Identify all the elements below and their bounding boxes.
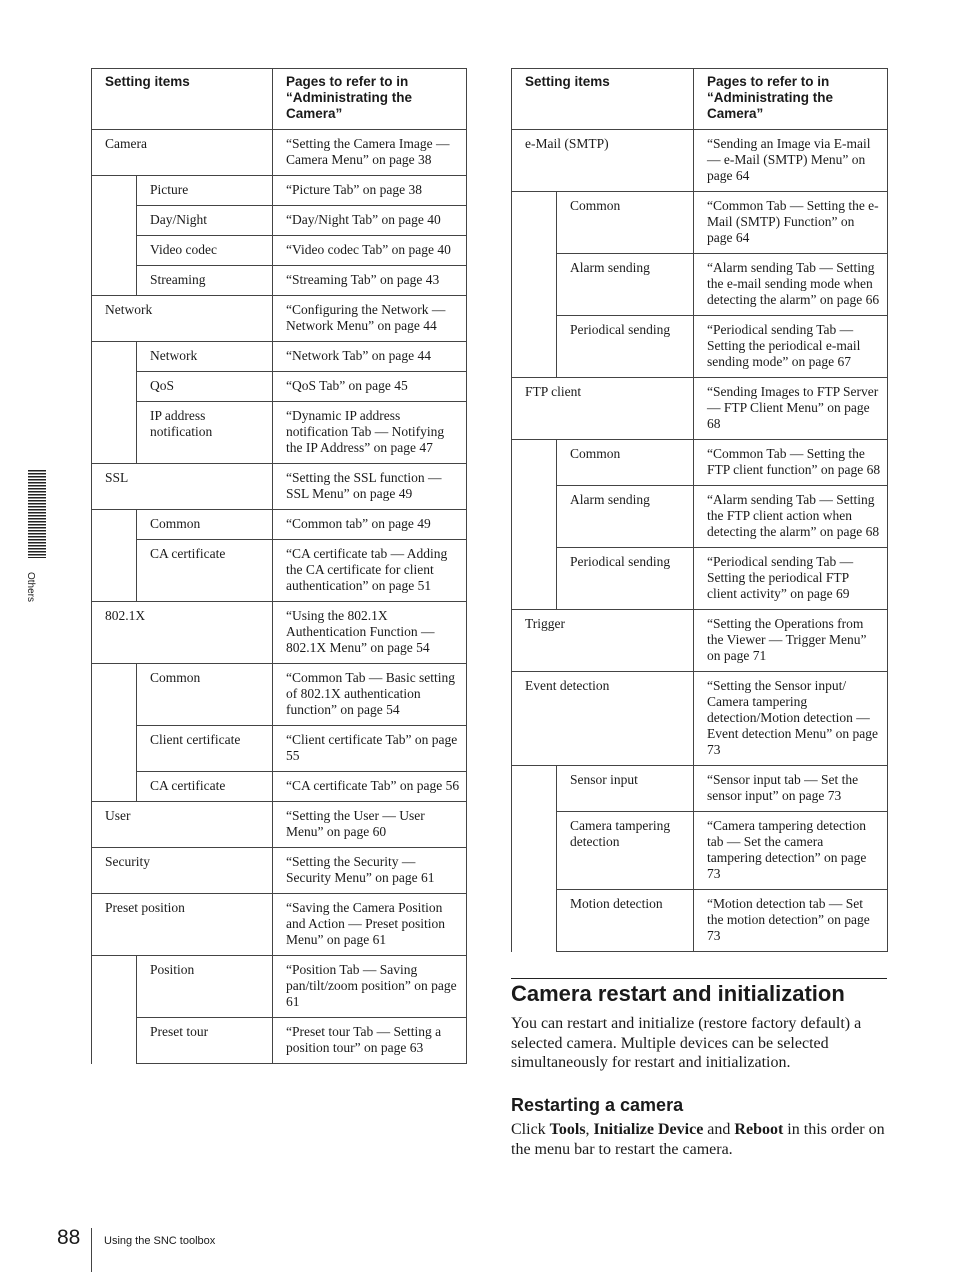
indent-cell: [92, 236, 137, 266]
indent-cell: [92, 726, 137, 772]
indent-cell: [92, 510, 137, 540]
header-setting-items: Setting items: [512, 69, 694, 130]
table-row: [92, 894, 467, 956]
setting-item-cell: User: [92, 802, 273, 848]
indent-cell: [512, 254, 557, 316]
page-reference-cell: “Alarm sending Tab — Setting the FTP client action when detecting the alarm” on page 68: [694, 486, 888, 548]
table-row: [512, 440, 888, 486]
table-row: [92, 342, 467, 372]
table-row: [512, 610, 888, 672]
page-reference-cell: “Periodical sending Tab — Setting the periodical e-mail sending mode” on page 67: [694, 316, 888, 378]
indent-cell: [92, 956, 137, 1018]
table-row: [512, 486, 888, 548]
page-reference-cell: “Day/Night Tab” on page 40: [273, 206, 467, 236]
section-body: You can restart and initialize (restore factory default) a selected camera. Multiple devices can be selected simultaneously for restart and initialization.: [511, 1015, 862, 1071]
page-reference-cell: “Streaming Tab” on page 43: [273, 266, 467, 296]
sub-item-cell: Common: [137, 510, 273, 540]
indent-cell: [92, 206, 137, 236]
sub-item-cell: QoS: [137, 372, 273, 402]
page-reference-cell: “Setting the Sensor input/ Camera tampering detection/Motion detection — Event detection Menu” on page 73: [694, 672, 888, 766]
page-reference-cell: “Common Tab — Setting the FTP client function” on page 68: [694, 440, 888, 486]
sub-item-cell: Common: [557, 440, 694, 486]
indent-cell: [92, 772, 137, 802]
footer-rule: [91, 1228, 92, 1272]
page-reference-cell: “Dynamic IP address notification Tab — Notifying the IP Address” on page 47: [273, 402, 467, 464]
table-row: [512, 812, 888, 890]
page-reference-cell: “Sending Images to FTP Server — FTP Client Menu” on page 68: [694, 378, 888, 440]
table-row: [92, 540, 467, 602]
page-reference-cell: “Camera tampering detection tab — Set the camera tampering detection” on page 73: [694, 812, 888, 890]
setting-item-cell: FTP client: [512, 378, 694, 440]
sub-item-cell: Network: [137, 342, 273, 372]
indent-cell: [512, 486, 557, 548]
sub-item-cell: Client certificate: [137, 726, 273, 772]
indent-cell: [512, 316, 557, 378]
page-reference-cell: “Common Tab — Basic setting of 802.1X authentication function” on page 54: [273, 664, 467, 726]
header-pages: Pages to refer to in “Administrating the Camera”: [273, 69, 467, 130]
table-row: [92, 402, 467, 464]
page-reference-cell: “Common Tab — Setting the e-Mail (SMTP) Function” on page 64: [694, 192, 888, 254]
page-reference-cell: “Picture Tab” on page 38: [273, 176, 467, 206]
indent-cell: [92, 664, 137, 726]
table-row: [512, 316, 888, 378]
table-row: [92, 296, 467, 342]
menu-tools: Tools: [549, 1121, 586, 1138]
body-text: in this order on the menu bar to restart the camera.: [511, 1121, 885, 1158]
table-row: [92, 848, 467, 894]
table-row: [92, 464, 467, 510]
table-row: [92, 236, 467, 266]
indent-cell: [92, 540, 137, 602]
indent-cell: [512, 890, 557, 952]
page-reference-cell: “Video codec Tab” on page 40: [273, 236, 467, 266]
header-setting-items: Setting items: [92, 69, 273, 130]
sub-item-cell: Position: [137, 956, 273, 1018]
page-reference-cell: “QoS Tab” on page 45: [273, 372, 467, 402]
side-tab-label: Others: [25, 572, 36, 603]
side-tab-bars: [28, 470, 46, 558]
sub-item-cell: CA certificate: [137, 772, 273, 802]
table-row: [92, 802, 467, 848]
body-text: and: [703, 1121, 735, 1138]
sub-item-cell: Preset tour: [137, 1018, 273, 1064]
setting-item-cell: Camera: [92, 130, 273, 176]
table-row: [512, 378, 888, 440]
settings-reference-table-left: [91, 68, 467, 1064]
page-reference-cell: “Position Tab — Saving pan/tilt/zoom position” on page 61: [273, 956, 467, 1018]
setting-item-cell: Event detection: [512, 672, 694, 766]
page-number: 88: [57, 1226, 81, 1249]
section-rule: [511, 978, 887, 979]
table-row: [512, 766, 888, 812]
indent-cell: [92, 1018, 137, 1064]
sub-item-cell: Sensor input: [557, 766, 694, 812]
table-row: [92, 206, 467, 236]
sub-item-cell: Common: [557, 192, 694, 254]
setting-item-cell: SSL: [92, 464, 273, 510]
table-header-row: [92, 69, 467, 130]
page-reference-cell: “Client certificate Tab” on page 55: [273, 726, 467, 772]
page-reference-cell: “CA certificate tab — Adding the CA certificate for client authentication” on page 51: [273, 540, 467, 602]
indent-cell: [92, 176, 137, 206]
table-row: [512, 672, 888, 766]
sub-item-cell: Common: [137, 664, 273, 726]
page-reference-cell: “Periodical sending Tab — Setting the periodical FTP client activity” on page 69: [694, 548, 888, 610]
sub-item-cell: Motion detection: [557, 890, 694, 952]
sub-item-cell: Periodical sending: [557, 548, 694, 610]
sub-item-cell: IP address notification: [137, 402, 273, 464]
indent-cell: [512, 812, 557, 890]
sub-item-cell: Periodical sending: [557, 316, 694, 378]
setting-item-cell: e-Mail (SMTP): [512, 130, 694, 192]
indent-cell: [512, 548, 557, 610]
sub-item-cell: Picture: [137, 176, 273, 206]
table-row: [512, 130, 888, 192]
indent-cell: [512, 440, 557, 486]
body-text: Click: [511, 1121, 550, 1138]
setting-item-cell: Security: [92, 848, 273, 894]
table-row: [92, 176, 467, 206]
subsection-body: [511, 1120, 891, 1159]
page-reference-cell: “Setting the Security — Security Menu” on page 61: [273, 848, 467, 894]
table-row: [92, 1018, 467, 1064]
sub-item-cell: Day/Night: [137, 206, 273, 236]
table-row: [92, 956, 467, 1018]
sub-item-cell: Alarm sending: [557, 254, 694, 316]
page-reference-cell: “Sending an Image via E-mail — e-Mail (SMTP) Menu” on page 64: [694, 130, 888, 192]
menu-reboot: Reboot: [734, 1121, 784, 1138]
indent-cell: [92, 266, 137, 296]
menu-initialize-device: Initialize Device: [593, 1121, 704, 1138]
sub-item-cell: Video codec: [137, 236, 273, 266]
setting-item-cell: 802.1X: [92, 602, 273, 664]
table-row: [512, 192, 888, 254]
page-reference-cell: “Preset tour Tab — Setting a position tour” on page 63: [273, 1018, 467, 1064]
settings-reference-table-right: [511, 68, 888, 952]
indent-cell: [512, 192, 557, 254]
table-row: [92, 664, 467, 726]
table-row: [512, 254, 888, 316]
sub-item-cell: CA certificate: [137, 540, 273, 602]
setting-item-cell: Preset position: [92, 894, 273, 956]
header-pages: Pages to refer to in “Administrating the Camera”: [694, 69, 888, 130]
page-reference-cell: “Network Tab” on page 44: [273, 342, 467, 372]
page-reference-cell: “Sensor input tab — Set the sensor input” on page 73: [694, 766, 888, 812]
page-reference-cell: “Saving the Camera Position and Action — Preset position Menu” on page 61: [273, 894, 467, 956]
table-row: [92, 726, 467, 772]
page-reference-cell: “Setting the SSL function — SSL Menu” on page 49: [273, 464, 467, 510]
footer-text: Using the SNC toolbox: [104, 1235, 216, 1247]
setting-item-cell: Trigger: [512, 610, 694, 672]
page-reference-cell: “Setting the Camera Image — Camera Menu” on page 38: [273, 130, 467, 176]
page-reference-cell: “Alarm sending Tab — Setting the e-mail sending mode when detecting the alarm” on page 66: [694, 254, 888, 316]
section-title: Camera restart and initialization: [511, 981, 845, 1006]
table-row: [92, 372, 467, 402]
table-row: [512, 890, 888, 952]
sub-item-cell: Camera tampering detection: [557, 812, 694, 890]
body-text: ,: [585, 1121, 594, 1138]
table-row: [92, 266, 467, 296]
sub-item-cell: Alarm sending: [557, 486, 694, 548]
sub-item-cell: Streaming: [137, 266, 273, 296]
subsection-title: Restarting a camera: [511, 1095, 684, 1115]
indent-cell: [92, 342, 137, 372]
indent-cell: [512, 766, 557, 812]
table-row: [92, 510, 467, 540]
page-reference-cell: “Motion detection tab — Set the motion detection” on page 73: [694, 890, 888, 952]
page-reference-cell: “Setting the Operations from the Viewer — Trigger Menu” on page 71: [694, 610, 888, 672]
page-reference-cell: “Using the 802.1X Authentication Function — 802.1X Menu” on page 54: [273, 602, 467, 664]
page-reference-cell: “Common tab” on page 49: [273, 510, 467, 540]
table-header-row: [512, 69, 888, 130]
table-row: [512, 548, 888, 610]
page-reference-cell: “Configuring the Network — Network Menu” on page 44: [273, 296, 467, 342]
table-row: [92, 130, 467, 176]
page-reference-cell: “Setting the User — User Menu” on page 60: [273, 802, 467, 848]
table-row: [92, 602, 467, 664]
setting-item-cell: Network: [92, 296, 273, 342]
table-body: [92, 130, 467, 1064]
indent-cell: [92, 372, 137, 402]
table-body: [512, 130, 888, 952]
table-row: [92, 772, 467, 802]
page-reference-cell: “CA certificate Tab” on page 56: [273, 772, 467, 802]
indent-cell: [92, 402, 137, 464]
